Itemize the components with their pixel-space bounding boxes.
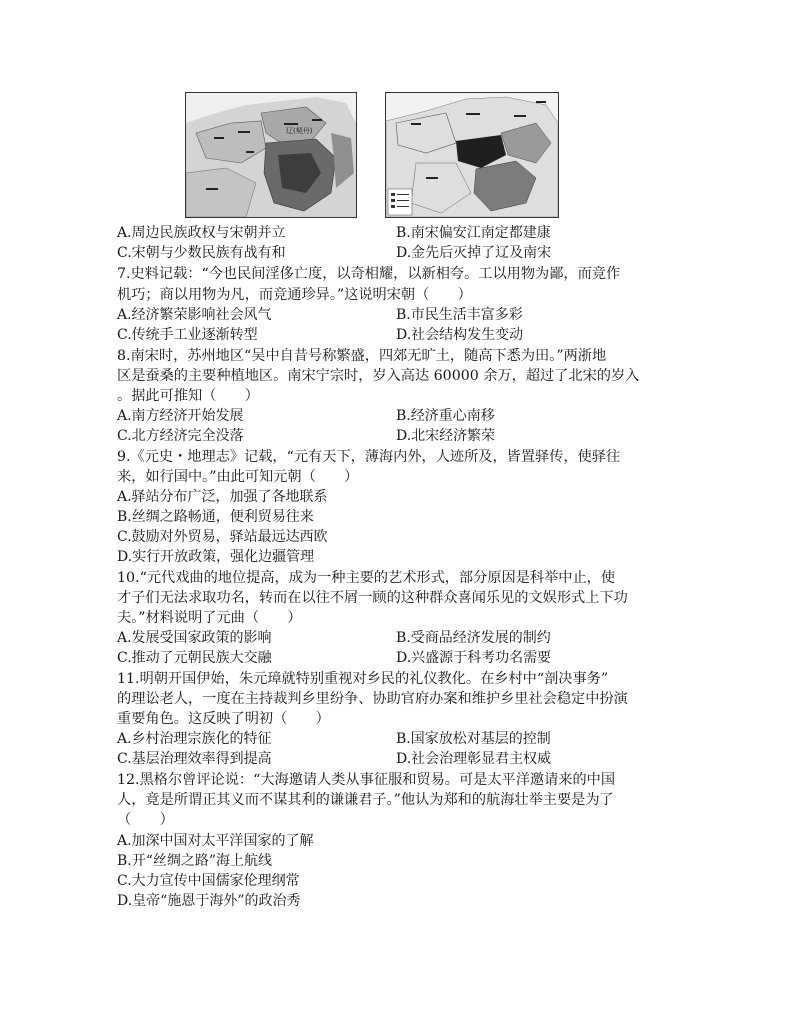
song-liao-map-graphic <box>186 93 356 217</box>
q6-option-b[interactable]: B.南宋偏安江南定都建康 <box>396 225 551 241</box>
q11-option-b[interactable]: B.国家放松对基层的控制 <box>396 731 551 747</box>
q8-option-b[interactable]: B.经济重心南移 <box>396 408 495 424</box>
q6-option-c[interactable]: C.宋朝与少数民族有战有和 <box>117 245 286 261</box>
q11-option-d[interactable]: D.社会治理彰显君主权威 <box>396 751 552 767</box>
q9-stem-line-2: 来，如行国中。”由此可知元朝（ ） <box>117 469 359 485</box>
q12-option-b[interactable]: B.开“丝绸之路”海上航线 <box>117 853 273 869</box>
q12-stem-line-1: 12.黑格尔曾评论说：“大海邀请人类从事征服和贸易。可是太平洋邀请来的中国 <box>117 772 616 788</box>
q10-option-b[interactable]: B.受商品经济发展的制约 <box>396 630 551 646</box>
q6-option-d[interactable]: D.金先后灭掉了辽及南宋 <box>396 245 552 261</box>
song-jin-map <box>385 92 559 218</box>
q12-option-a[interactable]: A.加深中国对太平洋国家的了解 <box>117 833 314 849</box>
q8-stem-line-2: 区是蚕桑的主要种植地区。南宋宁宗时，岁入高达 60000 余万，超过了北宋的岁入 <box>117 368 640 384</box>
q10-option-c[interactable]: C.推动了元朝民族大交融 <box>117 650 272 666</box>
q11-stem-line-2: 的理讼老人，一度在主持裁判乡里纷争、协助官府办案和维护乡里社会稳定中扮演 <box>117 691 628 707</box>
q8-option-a[interactable]: A.南方经济开始发展 <box>117 408 244 424</box>
liao-label: 辽(契丹) <box>286 127 313 135</box>
q8-option-d[interactable]: D.北宋经济繁荣 <box>396 428 496 444</box>
q10-option-d[interactable]: D.兴盛源于科考功名需要 <box>396 650 552 666</box>
q8-stem-line-3: 。据此可推知（ ） <box>117 388 259 404</box>
q12-stem-line-2: 人，竟是所谓正其义而不谋其利的谦谦君子。”他认为郑和的航海壮举主要是为了 <box>117 792 614 808</box>
q12-option-c[interactable]: C.大力宣传中国儒家伦理纲常 <box>117 873 300 889</box>
q10-stem-line-2: 才子们无法求取功名，转而在以往不屑一顾的这种群众喜闻乐见的文娱形式上下功 <box>117 590 628 606</box>
q10-stem-line-1: 10.“元代戏曲的地位提高，成为一种主要的艺术形式，部分原因是科举中止，使 <box>117 570 616 586</box>
q7-stem-line-2: 机巧；商以用物为凡，而竞通珍异。”这说明宋朝（ ） <box>117 287 472 303</box>
q10-option-a[interactable]: A.发展受国家政策的影响 <box>117 630 272 646</box>
q12-stem-line-3: （ ） <box>117 812 174 828</box>
q9-stem-line-1: 9.《元史・地理志》记载，“元有天下，薄海内外，人迹所及，皆置驿传，使驿往 <box>117 449 621 465</box>
q9-option-b[interactable]: B.丝绸之路畅通，便利贸易往来 <box>117 509 314 525</box>
q11-stem-line-3: 重要角色。这反映了明初（ ） <box>117 711 330 727</box>
q8-stem-line-1: 8.南宋时，苏州地区“吴中自昔号称繁盛，四郊无旷土，随高下悉为田。”两浙地 <box>117 348 607 364</box>
q7-option-b[interactable]: B.市民生活丰富多彩 <box>396 307 523 323</box>
q11-option-c[interactable]: C.基层治理效率得到提高 <box>117 751 272 767</box>
q9-option-c[interactable]: C.鼓励对外贸易，驿站最远达西欧 <box>117 529 328 545</box>
q9-option-a[interactable]: A.驿站分布广泛，加强了各地联系 <box>117 489 328 505</box>
q7-option-a[interactable]: A.经济繁荣影响社会风气 <box>117 307 272 323</box>
q12-option-d[interactable]: D.皇帝“施恩于海外”的政治秀 <box>117 893 301 909</box>
q11-stem-line-1: 11.明朝开国伊始，朱元璋就特别重视对乡民的礼仪教化。在乡村中“剖决事务” <box>117 671 609 687</box>
song-liao-xia-map <box>185 92 357 218</box>
q9-option-d[interactable]: D.实行开放政策，强化边疆管理 <box>117 549 315 565</box>
q7-option-d[interactable]: D.社会结构发生变动 <box>396 327 524 343</box>
q8-option-c[interactable]: C.北方经济完全没落 <box>117 428 244 444</box>
song-jin-map-graphic <box>386 93 558 217</box>
q6-option-a[interactable]: A.周边民族政权与宋朝并立 <box>117 225 286 241</box>
q7-stem-line-1: 7.史料记载：“今也民间淫侈亡度，以奇相耀，以新相夸。工以用物为鄙，而竞作 <box>117 266 621 282</box>
q11-option-a[interactable]: A.乡村治理宗族化的特征 <box>117 731 272 747</box>
q10-stem-line-3: 夫。”材料说明了元曲（ ） <box>117 610 302 626</box>
historical-maps <box>185 92 560 218</box>
q7-option-c[interactable]: C.传统手工业逐渐转型 <box>117 327 258 343</box>
